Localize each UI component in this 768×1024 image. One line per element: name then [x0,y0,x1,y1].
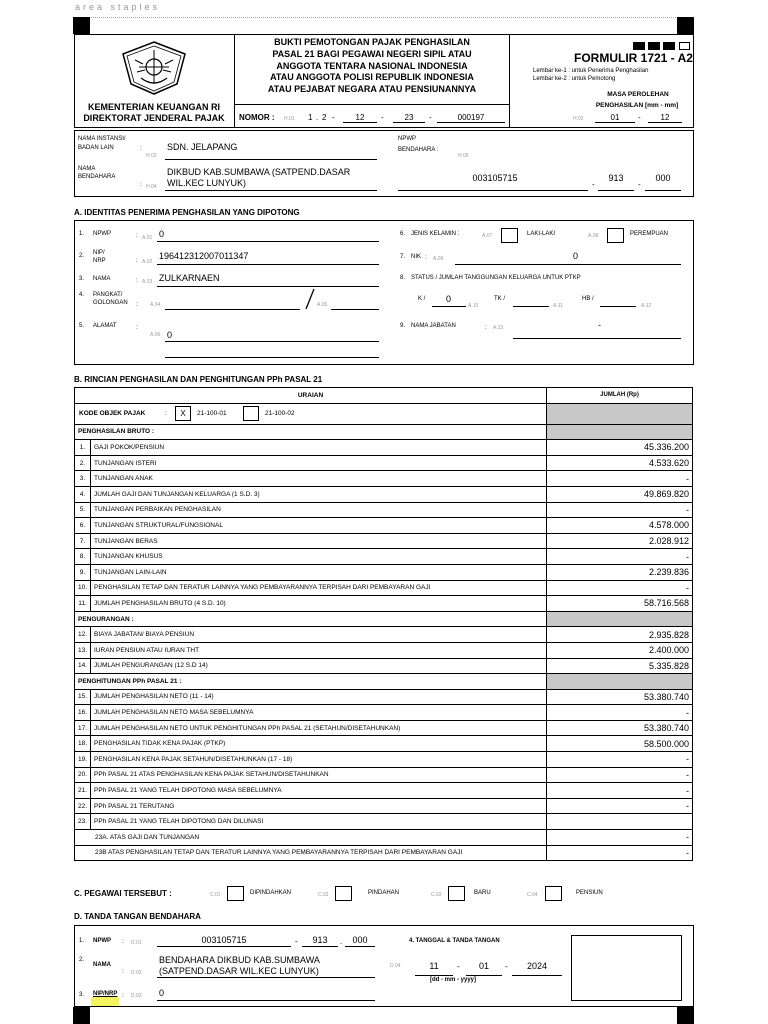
d-nama-no: 2. [79,957,85,963]
nomor-part-5[interactable]: 000197 [457,113,485,122]
row-number: 2. [75,455,91,471]
d-nama-label: NAMA [93,962,111,968]
row-number: 9. [75,564,91,580]
perempuan-checkbox[interactable] [607,228,624,243]
row-label: JUMLAH PENGHASILAN NETO UNTUK PENGHITUNGAN PPh PASAL 21 (SETAHUN/DISETAHUNKAN) [91,720,547,736]
row-number: 8. [75,549,91,565]
row-value[interactable]: 45.336.200 [547,440,693,456]
a-jk-perempuan-label: PEREMPUAN [630,231,669,237]
form-title-line-4: ATAU ANGGOTA POLISI REPUBLIK INDONESIA [270,72,474,83]
a-hb-field[interactable] [600,306,636,307]
row-number: 15. [75,689,91,705]
kode-objek-cell: KODE OBJEK PAJAK : X 21-100-01 21-100-02 [75,403,547,424]
table-row [75,518,693,534]
row-value[interactable]: - [547,783,693,799]
a-npwp-no: 1. [79,231,85,237]
rincian-table [74,387,693,861]
a-hb-code: A.12 [641,303,652,309]
row-label: BIAYA JABATAN/ BIAYA PENSIUN [91,627,547,643]
a-alamat-code: A.06 [150,332,161,338]
table-row [75,471,693,487]
row-label: PENGHASILAN TIDAK KENA PAJAK (PTKP) [91,736,547,752]
row-label: PPh PASAL 21 YANG TELAH DIPOTONG DAN DILUNASI [91,814,547,830]
row-number: 4. [75,486,91,502]
d-npwp-2[interactable]: 913 [312,935,328,945]
section-b-title: B. RINCIAN PENGHASILAN DAN PENGHITUNGAN PPh PASAL 21 [74,375,323,384]
a-nip-label-1: NIP/ [93,250,105,256]
a-nip-code: A.02 [142,259,153,265]
a-nama-label: NAMA [93,276,111,282]
a-nip-label-2: NRP [93,258,106,264]
d-npwp-3[interactable]: 000 [352,935,368,945]
table-row [75,455,693,471]
table-row [75,767,693,783]
row-label: JUMLAH PENGHASILAN NETO (11 - 14) [91,689,547,705]
a-pangkat-label-1: PANGKAT/ [93,292,123,298]
form-title-line-3: ANGGOTA TENTARA NASIONAL INDONESIA [276,60,468,71]
staples-label: area staples [75,2,161,12]
c04-code: C.04 [527,892,538,898]
d-nip-value[interactable]: 0 [159,988,165,998]
row-value[interactable]: 2.028.912 [547,533,693,549]
instansi-label-1: NAMA INSTANSI/ [78,136,126,142]
table-row [75,689,693,705]
nomor-label: NOMOR : [239,113,275,122]
row-value[interactable]: 4.578.000 [547,518,693,534]
table-row [75,736,693,752]
d-tgl-label: 4. TANGGAL & TANDA TANGAN [409,938,500,944]
row-label: JUMLAH PENGHASILAN BRUTO (4 S.D. 10) [91,596,547,612]
row-number: 13. [75,642,91,658]
nomor-part-1: 1 [308,113,313,122]
d-tgl-format: [dd - mm - yyyy] [430,977,477,983]
lembar-2: Lembar ke-2 : untuk Pemotong [533,76,616,82]
a-nik-label: NIK [411,254,422,260]
directorate-name: DIREKTORAT JENDERAL PAJAK [83,113,225,123]
a-nik-value[interactable]: 0 [573,251,579,261]
pensiun-label: PENSIUN [576,890,603,896]
a-nip-no: 2. [79,253,85,259]
npwp-bendahara-3[interactable]: 000 [655,173,671,183]
a-tk-label: TK / [494,296,506,302]
a-nip-value[interactable]: 196412312007011347 [159,251,249,261]
dipindahkan-label: DIPINDAHKAN [250,890,292,896]
dipindahkan-checkbox[interactable] [227,886,244,901]
nip-highlight [91,997,119,1006]
table-row [75,596,693,612]
a-jabatan-value[interactable]: - [598,320,601,330]
d-npwp-no: 1. [79,938,85,944]
c03-code: C.03 [431,892,442,898]
table-row [75,830,693,846]
a-status-label: STATUS / JUMLAH TANGGUNGAN KELUARGA UNTUK PTKP [411,275,581,281]
row-label: 23B ATAS PENGHASILAN TETAP DAN TERATUR LAINNYA YANG PEMBAYARANNYA TERPISAH DARI PEMBAYARAN GAJI [75,845,547,861]
masa-to[interactable]: 12 [660,113,670,122]
d-nama-value-2[interactable]: (SATPEND.DASAR WIL.KEC LUNYUK) [159,966,319,976]
section-c-title: C. PEGAWAI TERSEBUT : [74,889,172,898]
row-label: IURAN PENSIUN ATAU IURAN THT [91,642,547,658]
row-number: 20. [75,767,91,783]
baru-label: BARU [474,890,491,896]
nomor-code: H.01 [284,116,295,122]
table-row [75,783,693,799]
d-tgl-dd[interactable]: 11 [429,961,439,971]
kode-21-100-02-checkbox[interactable] [243,406,259,421]
a-nama-code: A.03 [142,279,153,285]
lembar-1: Lembar ke-1 : untuk Penerima Penghasilan [533,68,649,74]
instansi-label-2: BADAN LAIN [78,145,114,151]
form-code: FORMULIR 1721 - A2 [574,51,693,65]
penghitungan-header: PENGHITUNGAN PPh PASAL 21 : [75,674,547,690]
c02-code: C.02 [318,892,329,898]
row-label: TUNJANGAN KHUSUS [91,549,547,565]
table-row [75,440,693,456]
row-label: JUMLAH PENGURANGAN (12 S.D 14) [91,658,547,674]
row-value[interactable]: - [547,471,693,487]
row-number: 12. [75,627,91,643]
header-divider-right [509,34,510,128]
d-npwp-1[interactable]: 003105715 [201,935,247,945]
row-value[interactable]: - [547,580,693,596]
corner-mark-tl [73,17,90,34]
signature-box[interactable] [571,935,682,1001]
a-pangkat-code-1: A.04 [150,302,161,308]
a-k-code: A.10 [468,303,479,309]
a-npwp-value[interactable]: 0 [159,229,165,239]
table-row [75,845,693,861]
masa-label-2: PENGHASILAN [mm - mm] [595,102,679,109]
npwp-bendahara-1[interactable]: 003105715 [472,173,518,183]
row-number: 6. [75,518,91,534]
a-pangkat-label-2: GOLONGAN [93,300,128,306]
nomor-part-2: 2 [322,113,327,122]
c01-code: C.01 [210,892,221,898]
corner-mark-bl [73,1007,90,1024]
a-jk-no: 6. [400,231,406,237]
npwp-bendahara-label-1: NPWP [398,136,416,142]
form-title-line-1: BUKTI PEMOTONGAN PAJAK PENGHASILAN [274,37,470,47]
pindahan-checkbox[interactable] [335,886,352,901]
a-npwp-code: A.01 [142,235,153,241]
row-value[interactable]: 53.380.740 [547,689,693,705]
a-jk-label: JENIS KELAMIN : [411,231,460,237]
row-label: PENGHASILAN KENA PAJAK SETAHUN/DISETAHUNKAN (17 - 18) [91,752,547,768]
a-hb-label: HB / [582,296,594,302]
row-value[interactable] [547,814,693,830]
a-alamat-label: ALAMAT [93,323,117,329]
row-number: 5. [75,502,91,518]
penghitungan-header-row [75,674,693,690]
a-jabatan-code: A.13 [493,325,504,331]
kode-objek-label: KODE OBJEK PAJAK [79,409,146,417]
a-k-value[interactable]: 0 [446,294,452,304]
kode-21-100-02-label: 21-100-02 [265,409,295,417]
instansi-name[interactable]: SDN. JELAPANG [167,142,238,152]
a-jk-code-1: A.07 [482,233,493,239]
a-golongan-field[interactable] [331,309,379,310]
bendahara-label-1: NAMA [78,166,96,172]
kemenkeu-logo-icon [121,40,187,96]
kode-21-100-01-label: 21-100-01 [197,409,227,417]
d-nip-code: D.03 [131,993,142,999]
nomor-part-3[interactable]: 12 [355,113,365,122]
bruto-header: PENGHASILAN BRUTO : [75,424,547,440]
row-label: JUMLAH GAJI DAN TUNJANGAN KELUARGA (1 S.D. 3) [91,486,547,502]
pengurangan-header-row [75,611,693,627]
a-npwp-label: NPWP [93,231,111,237]
shaded-cell [547,403,693,424]
row-value[interactable]: - [547,549,693,565]
table-row [75,502,693,518]
d-npwp-label: NPWP [93,938,111,944]
nomor-part-4[interactable]: 23 [404,113,414,122]
row-label: TUNJANGAN STRUKTURAL/FUNGSIONAL [91,518,547,534]
slash-icon [303,288,317,310]
row-label: TUNJANGAN PERBAIKAN PENGHASILAN [91,502,547,518]
table-row [75,549,693,565]
table-row [75,564,693,580]
row-number: 1. [75,440,91,456]
table-row [75,798,693,814]
row-value[interactable]: 2.935.828 [547,627,693,643]
row-value[interactable]: 49.869.820 [547,486,693,502]
row-number: 16. [75,705,91,721]
a-pangkat-field[interactable] [165,309,300,310]
row-number: 3. [75,471,91,487]
a-jabatan-no: 9. [400,323,406,329]
row-label: PPh PASAL 21 ATAS PENGHASILAN KENA PAJAK SETAHUN/DISETAHUNKAN [91,767,547,783]
row-number: 14. [75,658,91,674]
d-nama-code: D.02 [131,970,142,976]
table-row [75,580,693,596]
row-number: 23. [75,814,91,830]
a-nik-no: 7. [400,254,406,260]
a-nama-no: 3. [79,276,85,282]
row-number: 22. [75,798,91,814]
bruto-header-row [75,424,693,440]
form-title-line-5: ATAU PEJABAT NEGARA ATAU PENSIUNANNYA [267,84,477,95]
a-pangkat-no: 4. [79,292,85,298]
npwp-bendahara-2[interactable]: 913 [608,173,624,183]
kode-21-100-01-checkbox[interactable]: X [175,406,191,421]
form-title [236,37,508,96]
row-label: JUMLAH PENGHASILAN NETO MASA SEBELUMNYA [91,705,547,721]
bendahara-code: H.04 [146,184,157,190]
d-nip-no: 3. [79,992,85,998]
pindahan-label: PINDAHAN [368,890,400,896]
row-number: 21. [75,783,91,799]
table-row [75,814,693,830]
bendahara-name-2[interactable]: WIL.KEC LUNYUK) [167,178,247,188]
row-value[interactable]: 58.716.568 [547,596,693,612]
section-a-title: A. IDENTITAS PENERIMA PENGHASILAN YANG DIPOTONG [74,208,300,217]
row-value[interactable]: - [547,830,693,846]
header-divider-left [234,34,235,128]
row-number: 7. [75,533,91,549]
shaded-cell [547,424,693,440]
row-number: 18. [75,736,91,752]
a-status-no: 8. [400,275,406,281]
row-label: 23A. ATAS GAJI DAN TUNJANGAN [75,830,547,846]
d-tgl-yyyy[interactable]: 2024 [526,961,548,971]
d-npwp-code: D.01 [131,940,142,946]
a-tk-code: A.11 [553,303,563,309]
header-divider-h [234,104,509,105]
d-nip-label: NIP/NRP [93,991,118,997]
row-value[interactable]: 58.500.000 [547,736,693,752]
corner-mark-tr [677,17,694,34]
col-uraian: URAIAN [75,388,547,404]
masa-label-1: MASA PEROLEHAN [607,91,669,98]
row-label: PPh PASAL 21 YANG TELAH DIPOTONG MASA SEBELUMNYA [91,783,547,799]
section-d-title: D. TANDA TANGAN BENDAHARA [74,912,201,921]
a-jk-laki-label: LAKI-LAKI [527,231,556,237]
row-label: PPh PASAL 21 TERUTANG [91,798,547,814]
npwp-bendahara-code: H.05 [458,153,469,159]
table-row [75,486,693,502]
row-label: TUNJANGAN ISTERI [91,455,547,471]
row-value[interactable]: - [547,502,693,518]
row-value[interactable]: - [547,752,693,768]
table-row [75,705,693,721]
row-value[interactable]: 5.335.828 [547,658,693,674]
a-nik-code: A.09 [433,256,444,262]
row-value[interactable]: - [547,798,693,814]
masa-from[interactable]: 01 [610,113,620,122]
a-tk-field[interactable] [513,306,549,307]
table-header-row [75,388,693,404]
form-title-line-2: PASAL 21 BAGI PEGAWAI NEGERI SIPIL ATAU [272,48,472,59]
col-jumlah: JUMLAH (Rp) [547,388,693,404]
pensiun-checkbox[interactable] [545,886,562,901]
table-row [75,752,693,768]
staples-line [74,17,694,18]
row-label: GAJI POKOK/PENSIUN [91,440,547,456]
row-number: 11. [75,596,91,612]
a-nama-value[interactable]: ZULKARNAEN [159,273,220,283]
a-k-label: K / [418,296,426,302]
row-label: TUNJANGAN BERAS [91,533,547,549]
row-number: 10. [75,580,91,596]
row-value[interactable]: 2.239.836 [547,564,693,580]
laki-laki-checkbox[interactable] [501,228,518,243]
table-row [75,627,693,643]
pengurangan-header: PENGURANGAN : [75,611,547,627]
row-value[interactable]: - [547,845,693,861]
d-nama-value-1[interactable]: BENDAHARA DIKBUD KAB.SUMBAWA [159,955,320,965]
corner-mark-br [677,1007,694,1024]
a-jk-code-2: A.08 [588,233,599,239]
masa-code: H.02 [573,116,584,122]
ministry-name: KEMENTERIAN KEUANGAN RI [87,102,220,112]
row-value[interactable]: - [547,705,693,721]
row-value[interactable]: 53.380.740 [547,720,693,736]
shaded-cell [547,611,693,627]
npwp-bendahara-label-2: BENDAHARA : [398,147,439,153]
row-number: 17. [75,720,91,736]
instansi-code: H.03 [146,153,157,159]
shaded-cell [547,674,693,690]
table-row [75,720,693,736]
row-value[interactable]: 4.533.620 [547,455,693,471]
bendahara-name-1[interactable]: DIKBUD KAB.SUMBAWA (SATPEND.DASAR [167,167,351,177]
table-row [75,658,693,674]
a-golongan-code: A.05 [317,302,328,308]
row-number: 19. [75,752,91,768]
a-alamat-no: 5. [79,323,85,329]
row-value[interactable]: - [547,767,693,783]
row-label: PENGHASILAN TETAP DAN TERATUR LAINNYA YANG PEMBAYARANNYA TERPISAH DARI PEMBAYARAN GAJI [91,580,547,596]
table-row [75,642,693,658]
kode-objek-row [75,403,693,424]
table-row [75,533,693,549]
a-jabatan-label: NAMA JABATAN [411,323,456,329]
row-label: TUNJANGAN LAIN-LAIN [91,564,547,580]
d-tgl-mm[interactable]: 01 [478,961,489,971]
d-tgl-code: D.04 [390,963,401,969]
a-alamat-value[interactable]: 0 [167,330,173,340]
baru-checkbox[interactable] [448,886,465,901]
bendahara-label-2: BENDAHARA [78,174,116,180]
row-value[interactable]: 2.400.000 [547,642,693,658]
row-label: TUNJANGAN ANAK [91,471,547,487]
